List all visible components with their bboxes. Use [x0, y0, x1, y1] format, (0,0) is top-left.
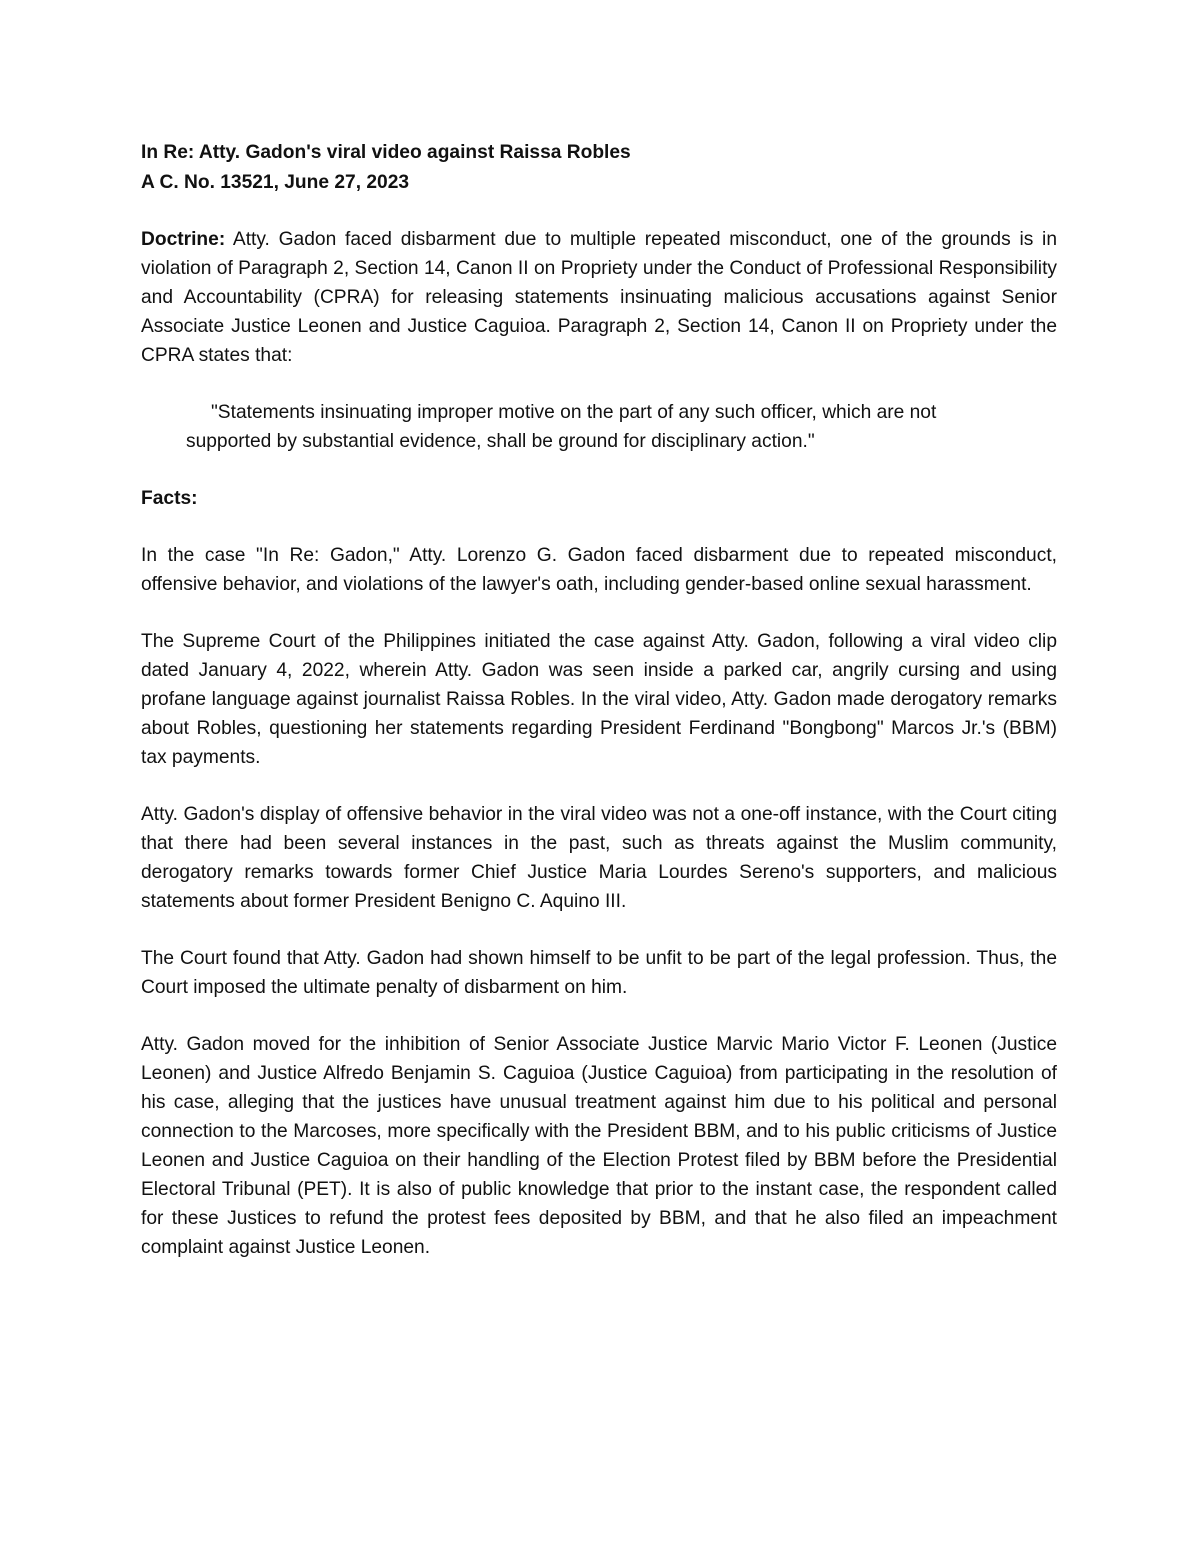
- spacer: [141, 456, 1057, 484]
- facts-paragraph-4: The Court found that Atty. Gadon had shown himself to be unfit to be part of the legal profession. Thus, the Court imposed the ultimate penalty of disbarment on him.: [141, 948, 1057, 998]
- doctrine-paragraph: [141, 225, 1057, 370]
- cpra-quote: "Statements insinuating improper motive on the part of any such officer, which are not supported by substantial evidence, shall be ground for disciplinary action.": [186, 402, 937, 452]
- document-title: In Re: Atty. Gadon's viral video against Raissa Robles: [141, 142, 631, 163]
- facts-paragraph-5: Atty. Gadon moved for the inhibition of Senior Associate Justice Marvic Mario Victor F. Leonen (Justice Leonen) and Justice Alfredo Benjamin S. Caguioa (Justice Caguioa) from participating in the resolution of his case, alleging that the justices have unusual treatment against him due to his political and personal connection to the Marcoses, more specifically with the President BBM, and to his public criticisms of Justice Leonen and Justice Caguioa on their handling of the Election Protest filed by BBM before the Presidential Electoral Tribunal (PET). It is also of public knowledge that prior to the instant case, the respondent called for these Justices to refund the protest fees deposited by BBM, and that he also filed an impeachment complaint against Justice Leonen.: [141, 1034, 1057, 1258]
- spacer: [141, 772, 1057, 800]
- spacer: [141, 197, 1057, 225]
- facts-paragraph-2: The Supreme Court of the Philippines initiated the case against Atty. Gadon, following a viral video clip dated January 4, 2022, wherein Atty. Gadon was seen inside a parked car, angrily cursing and using profane language against journalist Raissa Robles. In the viral video, Atty. Gadon made derogatory remarks about Robles, questioning her statements regarding President Ferdinand "Bongbong" Marcos Jr.'s (BBM) tax payments.: [141, 631, 1057, 768]
- case-number-date: A C. No. 13521, June 27, 2023: [141, 171, 410, 193]
- facts-paragraph-1: In the case "In Re: Gadon," Atty. Lorenzo G. Gadon faced disbarment due to repeated misconduct, offensive behavior, and violations of the lawyer's oath, including gender-based online sexual harassment.: [141, 545, 1057, 595]
- facts-heading: Facts:: [141, 488, 198, 509]
- document-page: [141, 138, 1057, 1262]
- spacer: [141, 599, 1057, 627]
- spacer: [141, 1002, 1057, 1030]
- spacer: [141, 370, 1057, 398]
- doctrine-label: Doctrine:: [141, 229, 226, 250]
- doctrine-text: Atty. Gadon faced disbarment due to multiple repeated misconduct, one of the grounds is in violation of Paragraph 2, Section 14, Canon II on Propriety under the Conduct of Professional Responsibility and Accountability (CPRA) for releasing statements insinuating malicious accusations against Senior Associate Justice Leonen and Justice Caguioa. Paragraph 2, Section 14, Canon II on Propriety under the CPRA states that:: [141, 229, 1057, 366]
- spacer: [141, 513, 1057, 541]
- spacer: [141, 916, 1057, 944]
- facts-paragraph-3: Atty. Gadon's display of offensive behavior in the viral video was not a one-off instance, with the Court citing that there had been several instances in the past, such as threats against the Muslim community, derogatory remarks towards former Chief Justice Maria Lourdes Sereno's supporters, and malicious statements about former President Benigno C. Aquino III.: [141, 804, 1057, 912]
